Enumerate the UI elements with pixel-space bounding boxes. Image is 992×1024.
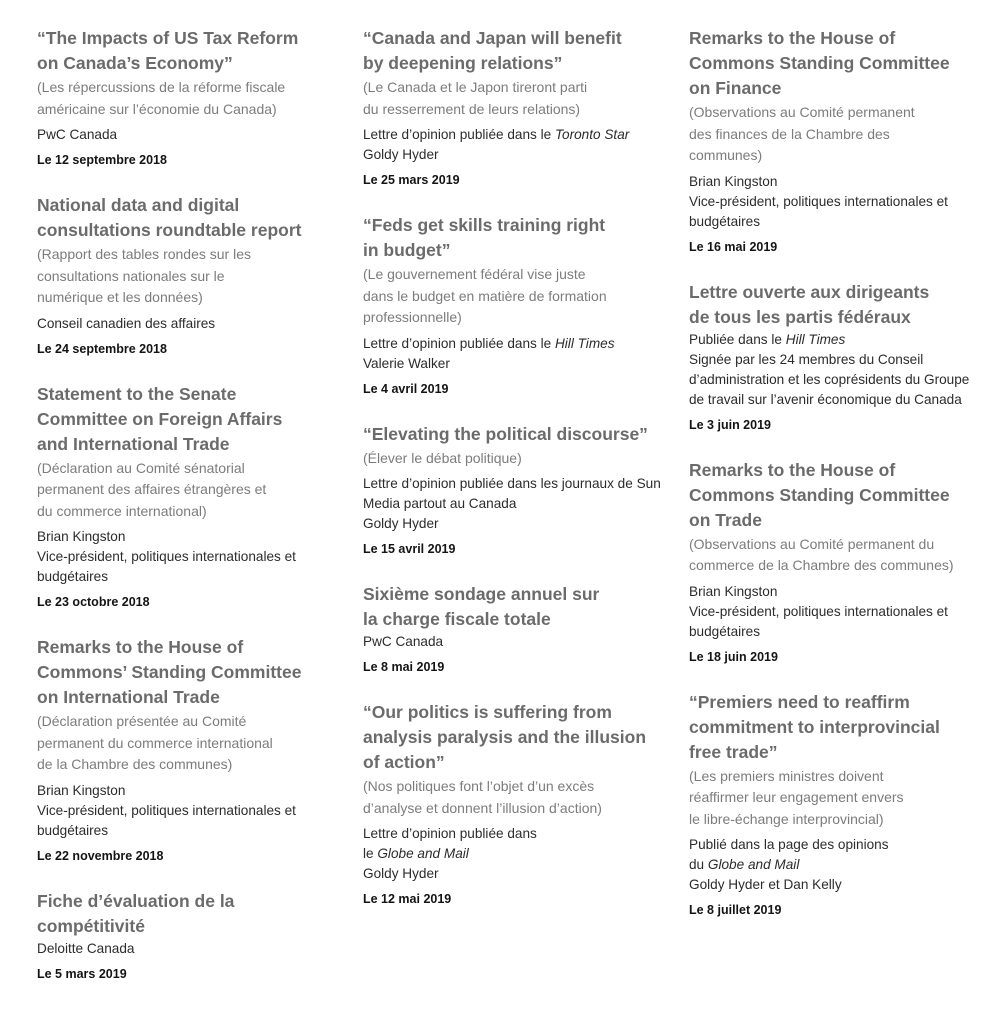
entry-subtitle: (Rapport des tables rondes sur les consultations nationales sur le numérique et les données) <box>37 246 251 305</box>
detail-text: Publiée dans le <box>689 331 786 347</box>
entry-title: “Our politics is suffering from analysis paralysis and the illusion of action” <box>363 702 647 772</box>
publication-entry <box>363 26 663 189</box>
entry-date: Le 23 octobre 2018 <box>37 595 150 609</box>
entry-detail-line <box>363 632 663 652</box>
entry-detail-line <box>363 474 663 514</box>
detail-text: Lettre d’opinion publiée dans <box>363 826 537 841</box>
publication-entry <box>37 889 337 983</box>
publication-entry <box>363 700 663 908</box>
detail-text: PwC Canada <box>37 127 118 142</box>
entry-date: Le 16 mai 2019 <box>689 239 778 254</box>
entry-detail-line <box>37 801 337 841</box>
entry-title: “Elevating the political discourse” <box>363 423 648 444</box>
entry-detail-line <box>689 835 979 855</box>
entry-subtitle: (Déclaration présentée au Comité permanent du commerce international de la Chambre des communes) <box>37 713 273 772</box>
entry-title: Remarks to the House of Commons’ Standing Committee on International Trade <box>37 637 302 707</box>
detail-text: Lettre d’opinion publiée dans le <box>363 127 555 142</box>
entry-date: Le 8 mai 2019 <box>363 660 445 674</box>
detail-text: Brian Kingston <box>37 529 126 544</box>
entry-detail-line <box>363 514 663 534</box>
publication-entry <box>37 635 337 865</box>
entry-date: Le 4 avril 2019 <box>363 381 449 396</box>
entry-detail-line <box>37 547 337 587</box>
entry-detail-line <box>37 314 337 334</box>
entry-detail-line <box>689 875 979 895</box>
entry-date: Le 15 avril 2019 <box>363 542 456 556</box>
detail-text: Vice-président, politiques internationales et budgétaires <box>37 549 296 584</box>
detail-text: Lettre d’opinion publiée dans le <box>363 335 555 351</box>
entry-detail-line <box>363 125 663 145</box>
entry-date: Le 12 septembre 2018 <box>37 153 167 167</box>
entry-title: Lettre ouverte aux dirigeants de tous les partis fédéraux <box>689 281 930 327</box>
publication-entry <box>37 193 337 358</box>
entry-date: Le 25 mars 2019 <box>363 173 460 187</box>
entry-title: “Feds get skills training right in budget” <box>363 215 606 260</box>
detail-text: Goldy Hyder et Dan Kelly <box>689 877 842 892</box>
detail-text: Brian Kingston <box>689 173 778 189</box>
publication-entry <box>689 26 979 256</box>
entry-detail-line <box>363 864 663 884</box>
entry-detail-line <box>689 172 979 192</box>
detail-text: Brian Kingston <box>37 782 126 798</box>
entry-detail-line <box>37 527 337 547</box>
entry-title: Fiche d’évaluation de la compétitivité <box>37 890 235 936</box>
entry-detail-line <box>363 334 663 354</box>
detail-text: le <box>363 846 378 861</box>
detail-text: Valerie Walker <box>363 355 450 371</box>
publication-entry <box>37 382 337 612</box>
publication-name: Hill Times <box>554 335 615 351</box>
column-1 <box>37 26 337 1007</box>
detail-text: Publié dans la page des opinions <box>689 837 889 852</box>
entry-title: National data and digital consultations roundtable report <box>37 195 302 240</box>
publication-entry <box>363 582 663 676</box>
entry-date: Le 5 mars 2019 <box>37 966 127 981</box>
entry-date: Le 22 novembre 2018 <box>37 848 164 863</box>
entry-subtitle: (Observations au Comité permanent du commerce de la Chambre des communes) <box>689 535 954 573</box>
entry-date: Le 8 juillet 2019 <box>689 903 782 917</box>
entry-date: Le 3 juin 2019 <box>689 417 771 432</box>
detail-text: Vice-président, politiques internationales et budgétaires <box>689 193 948 229</box>
publication-name: Hill Times <box>785 331 846 347</box>
entry-title: “The Impacts of US Tax Reform on Canada’s Economy” <box>37 28 299 73</box>
publication-name: Globe and Mail <box>707 857 800 872</box>
entry-detail-line <box>689 192 979 232</box>
detail-text: PwC Canada <box>363 634 444 649</box>
entry-detail-line <box>363 824 663 844</box>
detail-text: Deloitte Canada <box>37 940 135 956</box>
entry-date: Le 12 mai 2019 <box>363 892 452 906</box>
entry-detail-line <box>689 350 979 410</box>
entry-subtitle: (Les répercussions de la réforme fiscale américaine sur l’économie du Canada) <box>37 79 286 117</box>
publication-entry <box>689 690 979 920</box>
entry-detail-line <box>37 125 337 145</box>
publication-entry <box>689 280 979 434</box>
detail-text: Goldy Hyder <box>363 866 439 881</box>
entry-date: Le 24 septembre 2018 <box>37 341 167 356</box>
column-3 <box>689 26 979 943</box>
detail-text: Goldy Hyder <box>363 147 439 162</box>
entry-detail-line <box>689 855 979 875</box>
entry-title: Remarks to the House of Commons Standing Committee on Trade <box>689 459 950 530</box>
entry-subtitle: (Nos politiques font l’objet d’un excès d’analyse et donnent l’illusion d’action) <box>363 778 602 816</box>
entry-subtitle: (Le gouvernement fédéral vise juste dans le budget en matière de formation professionnelle) <box>363 266 607 325</box>
publication-entry <box>363 213 663 398</box>
publication-name: Toronto Star <box>554 127 630 142</box>
entry-detail-line <box>37 939 337 959</box>
detail-text: Vice-président, politiques internationales et budgétaires <box>689 603 948 639</box>
detail-text: Goldy Hyder <box>363 516 439 531</box>
entry-detail-line <box>689 582 979 602</box>
entry-date: Le 18 juin 2019 <box>689 649 778 664</box>
entry-title: Sixième sondage annuel sur la charge fiscale totale <box>363 584 600 629</box>
detail-text: du <box>689 857 708 872</box>
detail-text: Vice-président, politiques internationales et budgétaires <box>37 802 296 838</box>
entry-detail-line <box>689 602 979 642</box>
entry-title: “Canada and Japan will benefit by deepening relations” <box>363 28 622 73</box>
entry-title: “Premiers need to reaffirm commitment to interprovincial free trade” <box>689 691 940 762</box>
entry-detail-line <box>363 354 663 374</box>
entry-detail-line <box>363 844 663 864</box>
entry-detail-line <box>37 781 337 801</box>
entry-title: Remarks to the House of Commons Standing Committee on Finance <box>689 28 950 98</box>
detail-text: Lettre d’opinion publiée dans les journaux de Sun Media partout au Canada <box>363 476 661 511</box>
publication-entry <box>363 422 663 559</box>
publication-entry <box>689 458 979 666</box>
entry-subtitle: (Élever le débat politique) <box>363 449 522 466</box>
detail-text: Signée par les 24 membres du Conseil d’administration et les coprésidents du Groupe de travail sur l’avenir économique du Canada <box>689 351 970 407</box>
detail-text: Conseil canadien des affaires <box>37 315 216 331</box>
entry-subtitle: (Les premiers ministres doivent réaffirmer leur engagement envers le libre-échange interprovincial) <box>689 767 904 827</box>
entry-subtitle: (Le Canada et le Japon tireront parti du resserrement de leurs relations) <box>363 79 588 117</box>
publication-name: Globe and Mail <box>377 846 469 861</box>
column-2 <box>363 26 663 932</box>
entry-title: Statement to the Senate Committee on Foreign Affairs and International Trade <box>37 383 283 454</box>
entry-detail-line <box>689 330 979 350</box>
entry-detail-line <box>363 145 663 165</box>
publication-entry <box>37 26 337 169</box>
entry-subtitle: (Observations au Comité permanent des finances de la Chambre des communes) <box>689 104 915 163</box>
detail-text: Brian Kingston <box>689 583 778 599</box>
entry-subtitle: (Déclaration au Comité sénatorial permanent des affaires étrangères et du commerce international) <box>37 459 267 519</box>
